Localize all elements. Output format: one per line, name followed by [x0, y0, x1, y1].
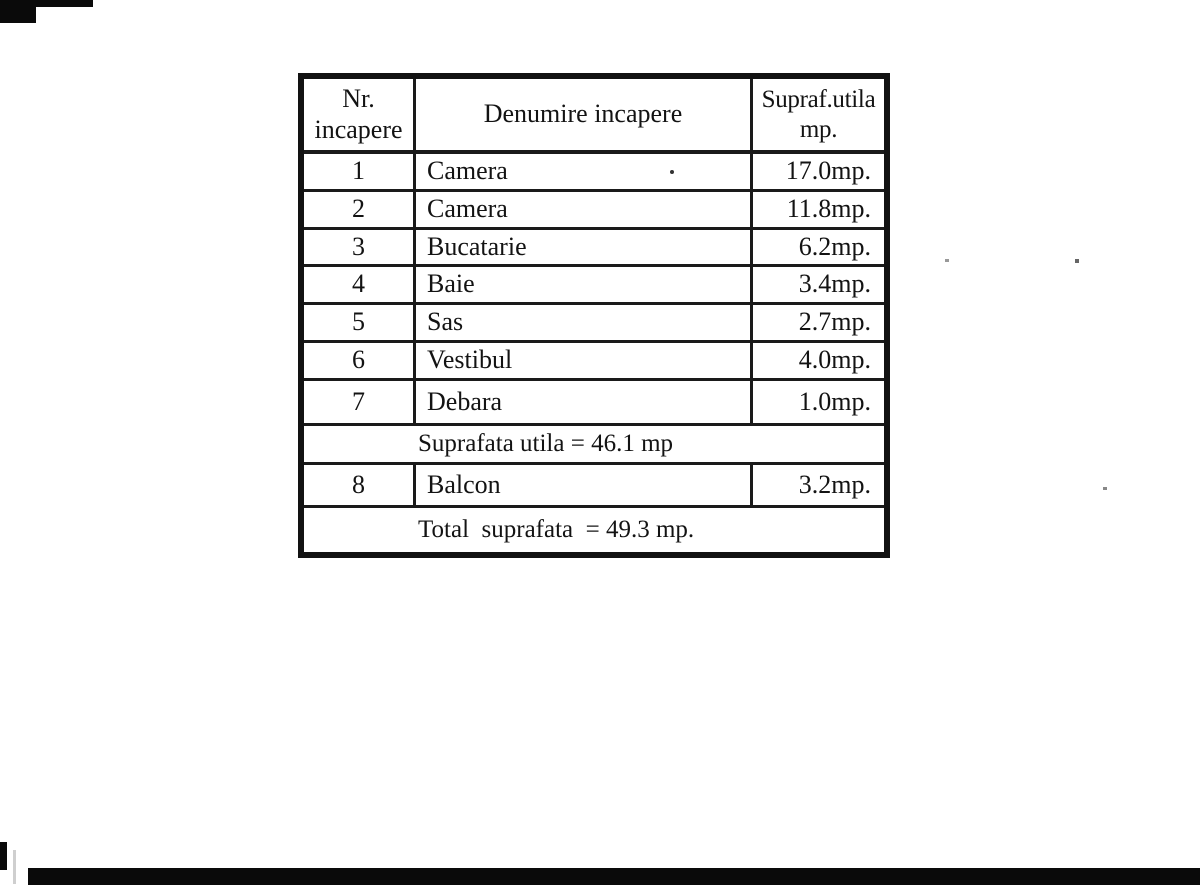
nr-cell: 3	[304, 230, 416, 264]
area-cell: 1.0mp.	[798, 386, 871, 416]
room-area-table	[298, 73, 890, 558]
table-row	[304, 192, 884, 230]
area-cell: 11.8mp.	[786, 194, 871, 224]
area-cell: 6.2mp.	[798, 231, 871, 261]
scan-artifact-left-edge-tick	[0, 842, 7, 870]
header-suprafata-line2: mp.	[799, 115, 838, 143]
area-cell: 4.0mp.	[798, 345, 871, 375]
scan-speck-dot-row1	[670, 170, 674, 174]
header-nr-line1: Nr.	[342, 83, 375, 113]
header-nr-line2: incapere	[314, 114, 403, 144]
summary-usable-text: Suprafata utila = 46.1 mp	[418, 430, 674, 457]
area-cell: 17.0mp.	[785, 156, 871, 186]
table-row-balcony	[304, 465, 884, 508]
table-row	[304, 230, 884, 267]
name-cell: Camera	[416, 192, 753, 227]
scan-speck-right-2	[1075, 259, 1079, 263]
nr-cell: 4	[304, 267, 416, 302]
nr-cell: 8	[304, 465, 416, 505]
header-suprafata	[753, 79, 884, 150]
summary-row-usable	[304, 426, 884, 465]
table-row	[304, 381, 884, 426]
summary-row-total	[304, 508, 884, 552]
name-cell: Baie	[416, 267, 753, 302]
table-row	[304, 343, 884, 381]
name-cell: Vestibul	[416, 343, 753, 378]
name-cell: Bucatarie	[416, 230, 753, 264]
table-header-row	[304, 79, 884, 154]
nr-cell: 6	[304, 343, 416, 378]
area-cell: 3.2mp.	[798, 469, 871, 499]
name-cell: Sas	[416, 305, 753, 340]
name-cell: Camera	[416, 154, 753, 189]
scan-speck-right-1	[945, 259, 949, 262]
name-cell: Debara	[416, 381, 753, 423]
scan-speck-right-3	[1103, 487, 1107, 490]
header-suprafata-line1: Supraf.utila	[761, 86, 876, 113]
nr-cell: 1	[304, 154, 416, 189]
nr-cell: 5	[304, 305, 416, 340]
name-cell: Balcon	[416, 465, 753, 505]
area-cell: 3.4mp.	[798, 269, 871, 299]
area-cell: 2.7mp.	[798, 307, 871, 337]
nr-cell: 2	[304, 192, 416, 227]
summary-total-text: Total suprafata = 49.3 mp.	[418, 516, 695, 543]
table-row	[304, 154, 884, 192]
table-row	[304, 305, 884, 343]
header-denumire	[416, 79, 753, 150]
scan-artifact-bottom-bar	[28, 868, 1200, 885]
header-nr-incapere	[304, 79, 416, 150]
header-denumire-label: Denumire incapere	[483, 99, 683, 129]
scan-faint-line-bottom-left	[13, 850, 16, 884]
table-row	[304, 267, 884, 305]
scan-artifact-top-left-bar	[0, 0, 93, 7]
nr-cell: 7	[304, 381, 416, 423]
